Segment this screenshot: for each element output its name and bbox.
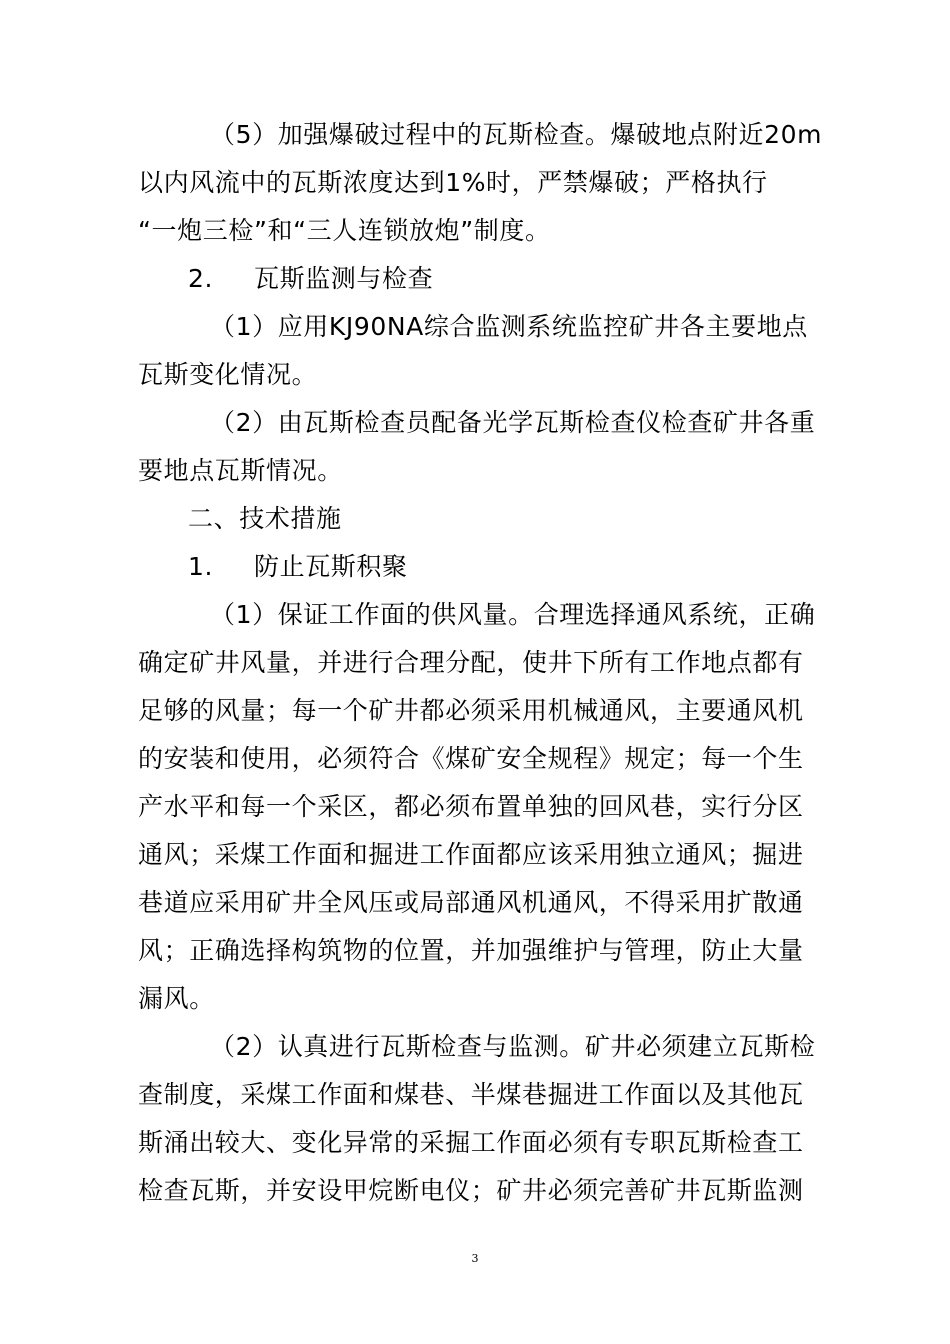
paragraph-blasting-gas-check: [138, 111, 823, 255]
text-line: （2）认真进行瓦斯检查与监测。矿井必须建立瓦斯检: [210, 1032, 816, 1061]
heading-text: 瓦斯监测与检查: [254, 264, 434, 293]
text-line: 瓦斯变化情况。: [138, 360, 318, 389]
text-line: （2）由瓦斯检查员配备光学瓦斯检查仪检查矿井各重: [210, 408, 816, 437]
text-line: 要地点瓦斯情况。: [138, 456, 343, 485]
text-line: 风；正确选择构筑物的位置，并加强维护与管理，防止大量: [138, 936, 804, 965]
text-line: （1）应用KJ90NA综合监测系统监控矿井各主要地点: [210, 312, 808, 341]
text-line: 斯涌出较大、变化异常的采掘工作面必须有专职瓦斯检查工: [138, 1128, 804, 1157]
text-line: 确定矿井风量，并进行合理分配，使井下所有工作地点都有: [138, 648, 804, 677]
text-line: 以内风流中的瓦斯浓度达到1%时，严禁爆破；严格执行: [138, 168, 768, 197]
text-line: 检查瓦斯，并安设甲烷断电仪；矿井必须完善矿井瓦斯监测: [138, 1176, 804, 1205]
text-line: 足够的风量；每一个矿井都必须采用机械通风，主要通风机: [138, 696, 804, 725]
text-line: 通风；采煤工作面和掘进工作面都应该采用独立通风；掘进: [138, 840, 804, 869]
text-line: “一炮三检”和“三人连锁放炮”制度。: [138, 216, 551, 245]
text-line: 巷道应采用矿井全风压或局部通风机通风，不得采用扩散通: [138, 888, 804, 917]
section-heading: [138, 255, 818, 303]
section-heading: 二、技术措施: [188, 504, 342, 533]
paragraph-kj90na-monitoring: [138, 303, 818, 399]
section-heading: [138, 543, 818, 591]
heading-number: 2.: [188, 264, 214, 293]
heading-gas-monitoring: [138, 255, 818, 303]
paragraph-gas-inspector: [138, 399, 818, 495]
heading-number: 1.: [188, 552, 214, 581]
paragraph-gas-inspection-system: [138, 1023, 818, 1215]
text-line: 漏风。: [138, 984, 215, 1013]
heading-prevent-gas-accumulation: [138, 543, 818, 591]
text-line: （1）保证工作面的供风量。合理选择通风系统，正确: [210, 600, 816, 629]
text-line: 查制度，采煤工作面和煤巷、半煤巷掘进工作面以及其他瓦: [138, 1080, 804, 1109]
page-number: 3: [471, 1252, 479, 1265]
text-line: （5）加强爆破过程中的瓦斯检查。爆破地点附近20m: [210, 120, 823, 149]
paragraph-air-supply: [138, 591, 818, 1023]
heading-text: 防止瓦斯积聚: [254, 552, 408, 581]
text-line: 产水平和每一个采区，都必须布置单独的回风巷，实行分区: [138, 792, 804, 821]
text-line: 的安装和使用，必须符合《煤矿安全规程》规定；每一个生: [138, 744, 804, 773]
heading-technical-measures: [138, 495, 818, 543]
